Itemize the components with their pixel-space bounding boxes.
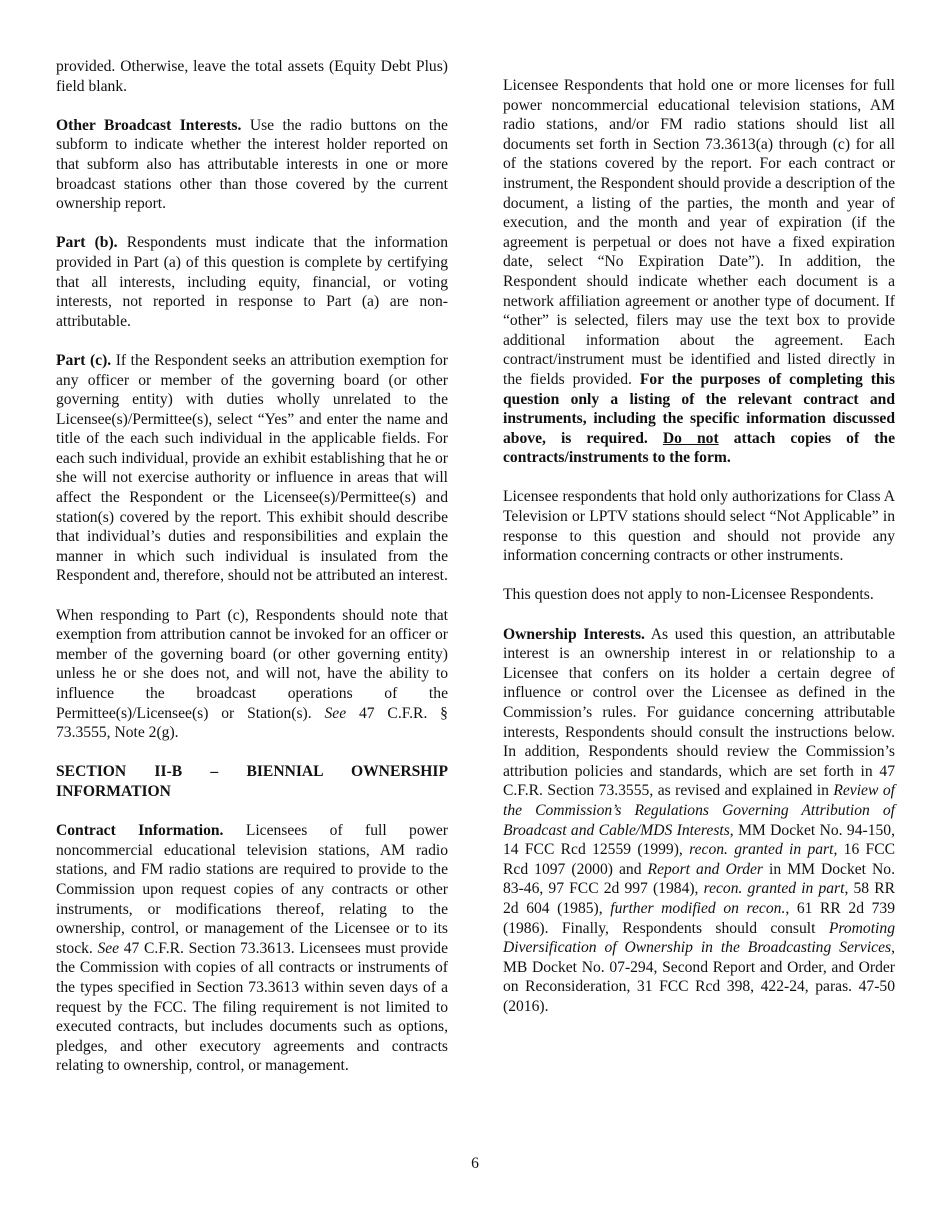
run-in-heading: Ownership Interests. xyxy=(503,625,645,643)
emphasis-do-not: Do not xyxy=(662,429,719,447)
page-number: 6 xyxy=(471,1155,479,1172)
run-in-heading: Part (c). xyxy=(56,351,112,369)
paragraph-class-a: Licensee respondents that hold only authorizations for Class A Television or LPTV stations should select “Not Applicable” in response to this question and should not provide any information concerning contracts or other instruments. xyxy=(503,488,895,565)
paragraph-ownership-interests: Ownership Interests. As used this question, an attributable interest is an ownership interest in or relationship to a Licensee that confers on its holder a certain degree of influence or control over the Licensee as defined in the Commission’s rules. For guidance concerning attributable interests, Respondents should consult the instructions below. In addition, Respondents should review the Commission’s attribution policies and standards, which are set forth in 47 C.F.R. Section 73.3555, as revised and explained in Review of the Commission’s Regulations Governing Attribution of Broadcast and Cable/MDS Interests, MM Docket No. 94-150, 14 FCC Rcd 12559 (1999), recon. granted in part, 16 FCC Rcd 1097 (2000) and Report and Order in MM Docket No. 83-46, 97 FCC 2d 997 (1984), recon. granted in part, 58 RR 2d 604 (1985), further modified on recon., 61 RR 2d 739 (1986). Finally, Respondents should consult Promoting Diversification of Ownership in the Broadcasting Services, MB Docket No. 07-294, Second Report and Order, and Order on Reconsideration, 31 FCC Rcd 398, 422-24, paras. 47-50 (2016). xyxy=(503,625,896,1015)
paragraph-part-c: Part (c). If the Respondent seeks an attribution exemption for any officer or member of the governing board (or other governing entity) with duties wholly unrelated to the Licensee(s)/Permittee(s), select “Yes” and enter the name and title of the each such individual in the applicable fields. For each such individual, provide an exhibit establishing that he or she will not exercise authority or influence in areas that will affect the Respondent or the Licensee(s)/Permittee(s) and station(s) covered by the report. This exhibit should describe that individual’s duties and responsibilities and explain the manner in which such individual is insulated from the Respondent and, therefore, should not be attributed an interest. xyxy=(56,351,449,585)
paragraph-other-broadcast-interests: Other Broadcast Interests. Use the radio buttons on the subform to indicate whether the interest holder reported on that subform also has attributable interests in one or more broadcast stations other than those covered by the current ownership report. xyxy=(56,116,448,213)
paragraph-contract-information: Contract Information. Licensees of full power noncommercial educational television stations, AM radio stations, and FM radio stations are required to provide to the Commission upon request copies of any contracts or other instruments, or modifications thereof, relating to the ownership, control, or management of the Licensee or to its stock. See 47 C.F.R. Section 73.3613. Licensees must provide the Commission with copies of all contracts or instruments of the types specified in Section 73.3613 within seven days of a request by the FCC. The filing requirement is not limited to executed contracts, but includes documents such as options, pledges, and other executory agreements and contracts relating to ownership, control, or management. xyxy=(56,822,448,1075)
paragraph-non-licensee: This question does not apply to non-Licensee Respondents. xyxy=(503,586,874,604)
paragraph-total-assets: provided. Otherwise, leave the total assets (Equity Debt Plus) field blank. xyxy=(56,58,448,95)
paragraph-licensee-respondents: Licensee Respondents that hold one or more licenses for full power noncommercial educational television stations, AM radio stations, and/or FM radio stations should list all documents set forth in Section 73.3613(a) through (c) for all of the stations covered by the report. For each contract or instrument, the Respondent should provide a description of the document, a listing of the parties, the month and year of execution, and the month and year of expiration (if the agreement is perpetual or does not have a fixed expiration date, select “No Expiration Date”). In addition, the Respondent should indicate whether each document is a network affiliation agreement or another type of document. If “other” is selected, filers may use the text box to provide additional information about the agreement. Each contract/instrument must be identified and listed directly in the fields provided. For the purposes of completing this question only a listing of the relevant contract and instruments, including the specific information discussed above, is required. Do not attach copies of the contracts/instruments to the form. xyxy=(503,77,895,467)
paragraph-part-b: Part (b). Respondents must indicate that the information provided in Part (a) of this question is complete by certifying that all interests, including equity, financial, or voting interests, not reported in response to Part (a) are non-attributable. xyxy=(56,234,448,330)
left-column xyxy=(56,57,448,1076)
run-in-heading: Part (b). xyxy=(56,234,118,252)
paragraph-responding-part-c: When responding to Part (c), Respondents should note that exemption from attribution cannot be invoked for an officer or member of the governing board (or other governing entity) unless he or she does not, and will not, have the ability to influence the broadcast operations of the Permittee(s)/Licensee(s) or Station(s). See 47 C.F.R. § 73.3555, Note 2(g). xyxy=(56,606,448,742)
right-column xyxy=(503,76,895,1017)
run-in-heading: Other Broadcast Interests. xyxy=(56,116,242,134)
run-in-heading: Contract Information. xyxy=(56,822,224,840)
section-heading: SECTION II-B – BIENNIAL OWNERSHIP INFORMATION xyxy=(56,763,448,800)
